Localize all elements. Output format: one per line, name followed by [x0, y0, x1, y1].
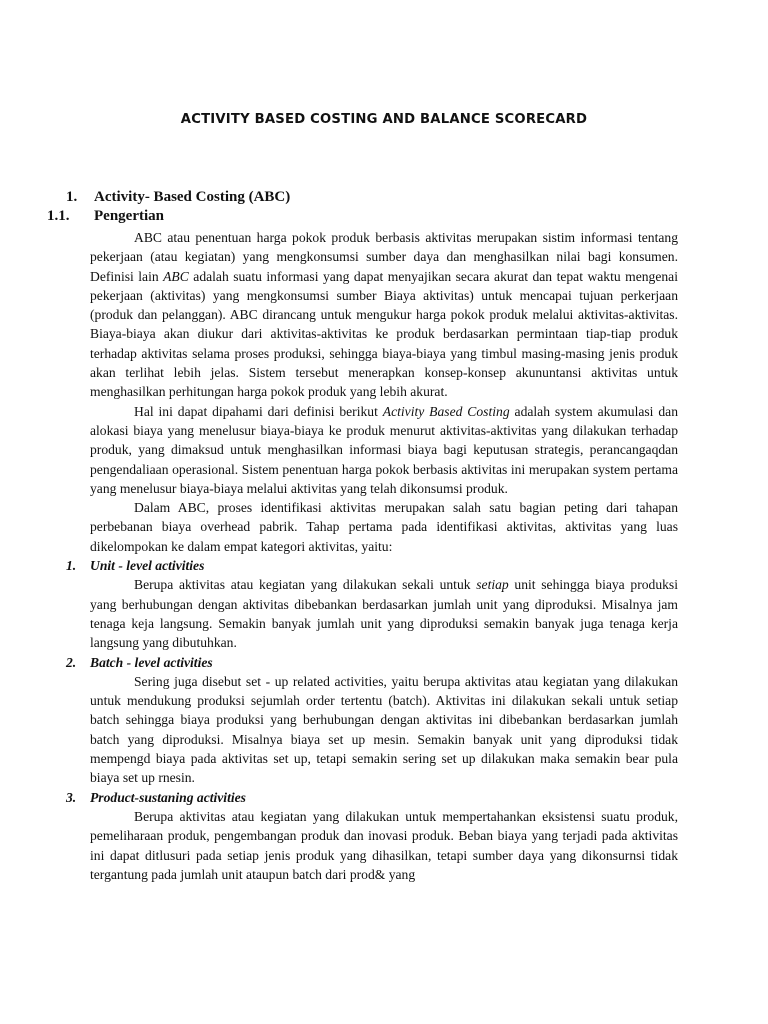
list-label: Product-sustaning activities: [90, 789, 246, 805]
list-item-text: [90, 575, 678, 652]
paragraph-3: Dalam ABC, proses identifikasi aktivitas merupakan salah satu bagian peting dari tahapan perbebanan biaya overhead pabrik. Tahap pertama pada identifikasi aktivitas, aktivitas yang luas dikelompokan ke dalam empat kategori aktivitas, yaitu:: [90, 500, 678, 554]
paragraph-text: adalah system akumulasi dan alokasi biaya yang menelusur biaya-biaya ke produk menurut aktivitas-aktivitas yang dilakukan terhadap produk, yang dimaksud untuk menghasilkan informasi biaya bagi keputusan strategis, perancangaqdan pengendaliaan operasional. Sistem penentuan harga pokok berbasis aktivitas ini merupakan system pertama yang menelusur biaya-biaya melalui aktivitas yang telah dikonsumsi produk.: [90, 403, 678, 496]
emphasis-text: Activity Based Costing: [382, 403, 510, 419]
subsection-number: 1.1.: [47, 208, 70, 224]
list-label: Batch - level activities: [90, 654, 213, 670]
paragraph-text: ABC atau penentuan harga pokok produk berbasis aktivitas merupakan sistim informasi tentang pekerjaan (atau kegiatan) yang mengkonsumsi sumber daya dan menghasilkan nilai bagi konsumen. Definisi lain: [90, 230, 678, 284]
section-heading-abc: [66, 189, 290, 206]
list-label: Unit - level activities: [90, 558, 205, 574]
list-item-heading: [66, 653, 678, 672]
paragraph-text: adalah suatu informasi yang dapat menyajikan secara akurat dan tepat waktu mengenai pekerjaan (aktivitas) yang mengkonsumsi sumber Biaya aktivitas) untuk mencapai tujuan perkerjaan (produk dan pelanggan). ABC dirancang untuk mengukur harga pokok produk melalui aktivitas-aktivitas. Biaya-biaya akan diukur dari aktivitas-aktivitas ke produk berdasarkan permintaan tiap-tiap produk terhadap aktivitas selama proses produksi, sehingga biaya-biaya yang timbul masing-masing jenis produk akan terlihat lebih jelas. Sistem tersebut menerapkan konsep-konsep akununtansi aktivitas untuk menghasilkan perhitungan harga pokok produk yang lebih akurat.: [90, 268, 678, 400]
document-body: [66, 228, 678, 884]
subsection-heading-pengertian: [47, 208, 164, 225]
list-item-heading: [66, 788, 678, 807]
section-number: 1.: [66, 189, 78, 205]
emphasis-text: setiap: [476, 577, 509, 593]
emphasis-text: ABC: [163, 268, 189, 284]
list-item-heading: [66, 556, 678, 575]
paragraph-text: Berupa aktivitas atau kegiatan yang dilakukan sekali untuk: [134, 577, 477, 593]
paragraph-text: unit sehingga biaya produksi yang berhubungan dengan aktivitas dibebankan berdasarkan jumlah unit yang diproduksi. Misalnya jam tenaga keja langsung. Semakin banyak jumlah unit yang diproduksi semakin banyak juga tenaga kerja langsung yang dibutuhkan.: [90, 577, 678, 651]
subsection-label: Pengertian: [94, 208, 164, 224]
list-item-text: Berupa aktivitas atau kegiatan yang dilakukan untuk mempertahankan eksistensi suatu produk, pemeliharaan produk, pengembangan produk dan inovasi produk. Beban biaya yang terjadi pada aktivitas ini dapat ditlusuri pada setiap jenis produk yang dihasilkan, tetapi sumber daya yang dikonsurnsi tidak tergantung pada jumlah unit ataupun batch dari prod& yang: [90, 808, 678, 882]
paragraph-1: [90, 228, 678, 402]
document-title: ACTIVITY BASED COSTING AND BALANCE SCORECARD: [180, 112, 588, 127]
paragraph-text: Hal ini dapat dipahami dari definisi berikut: [134, 403, 383, 419]
list-number: 1.: [66, 558, 77, 574]
list-item-text: Sering juga disebut set - up related activities, yaitu berupa aktivitas atau kegiatan yang dilakukan untuk mendukung produksi sejumlah order tertentu (batch). Aktivitas ini dilakukan sekali untuk setiap batch sehingga biaya produksi yang berhubungan dengan aktivitas ini dibebankan berdasarkan jumlah batch yang diproduksi. Misalnya biaya set up mesin. Semakin banyak unit yang diproduksi tidak mempengd biaya pada aktivitas set up, tetapi semakin sering set up dilakukan maka semakin bear pula biaya set up rnesin.: [90, 673, 678, 786]
paragraph-2: [90, 402, 678, 498]
list-number: 3.: [66, 789, 77, 805]
list-number: 2.: [66, 654, 77, 670]
section-label: Activity- Based Costing (ABC): [94, 189, 291, 205]
